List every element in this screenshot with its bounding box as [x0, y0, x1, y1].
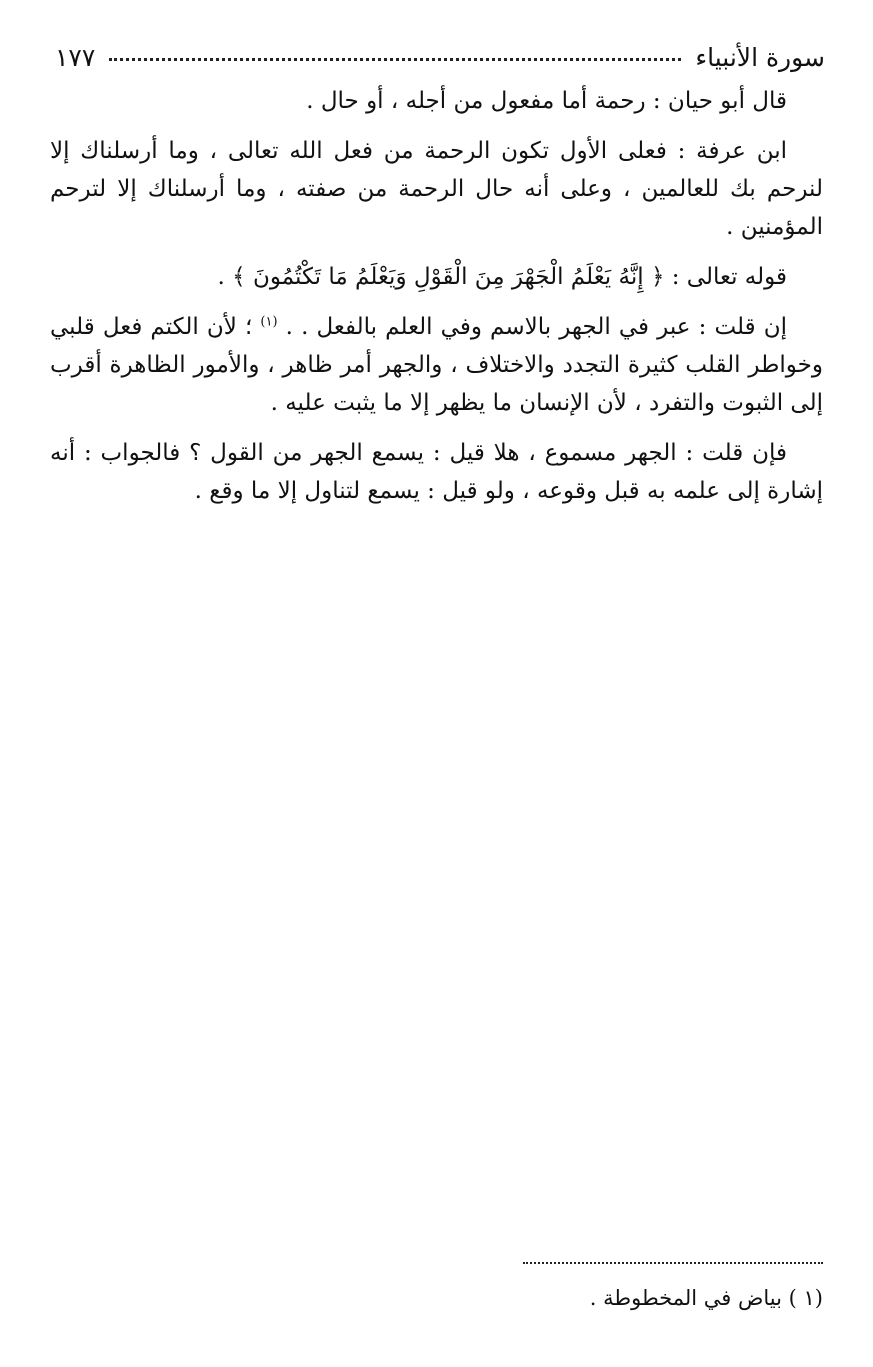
page-number: ١٧٧ [55, 42, 96, 72]
paragraph-4-before-note: إن قلت : عبر في الجهر بالاسم وفي العلم بالفعل . . [285, 314, 788, 340]
paragraph-5: فإن قلت : الجهر مسموع ، هلا قيل : يسمع الجهر من القول ؟ فالجواب : أنه إشارة إلى علمه به قبل وقوعه ، ولو قيل : يسمع لتناول إلا ما وقع . [50, 440, 823, 504]
paragraph-3: قوله تعالى : ﴿ إِنَّهُ يَعْلَمُ الْجَهْرَ مِنَ الْقَوْلِ وَيَعْلَمُ مَا تَكْتُمُونَ ﴾ . [217, 264, 787, 290]
header-dotted-rule [109, 58, 681, 61]
paragraph-2: ابن عرفة : فعلى الأول تكون الرحمة من فعل الله تعالى ، وما أرسلناك إلا لنرحم بك للعالمين ، وعلى أنه حال الرحمة من صفته ، وما أرسلناك إلا لترحم المؤمنين . [50, 138, 823, 240]
paragraph-1: قال أبو حيان : رحمة أما مفعول من أجله ، أو حال . [306, 88, 787, 114]
footnote-marker[interactable]: (١) [260, 314, 278, 330]
running-header [55, 40, 825, 74]
surah-title: سورة الأنبياء [695, 42, 825, 72]
body-text [50, 82, 823, 522]
paragraph-4-after-note: ؛ لأن الكتم فعل قلبي وخواطر القلب كثيرة التجدد والاختلاف ، والجهر أمر ظاهر ، والأمور الظاهرة أقرب إلى الثبوت والتفرد ، لأن الإنسان ما يظهر إلا ما يثبت عليه . [50, 314, 823, 416]
footnote-separator [523, 1262, 823, 1264]
paragraph-4 [50, 308, 823, 422]
footnote-text: (١ ) بياض في المخطوطة . [589, 1286, 823, 1310]
